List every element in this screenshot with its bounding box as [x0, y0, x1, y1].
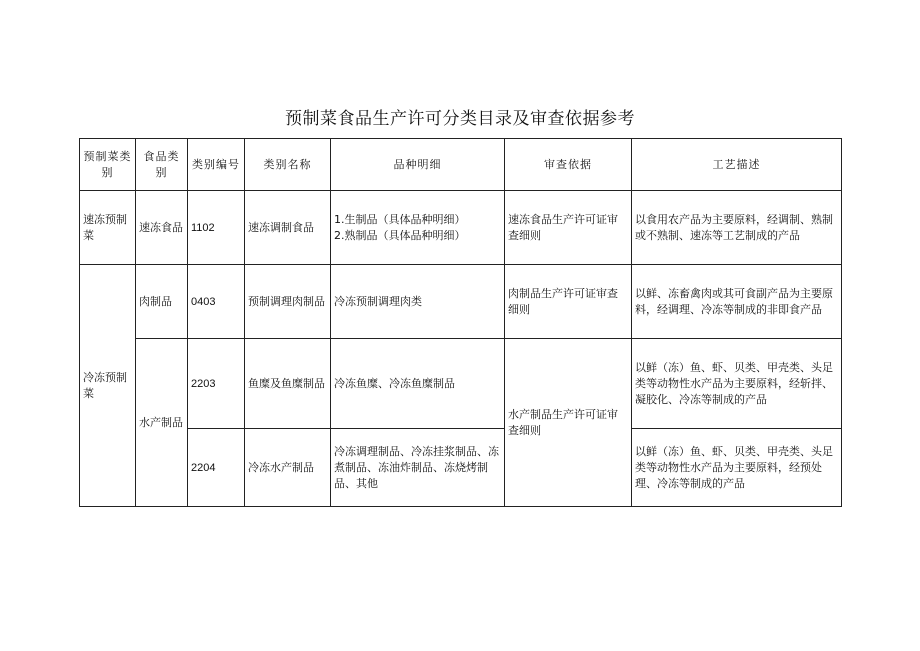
- variety-line: 冷冻调理制品、冷冻挂浆制品、冻煮制品、冻油炸制品、冻烧烤制品、其他: [334, 444, 499, 490]
- cell-prepared-category: 速冻预制菜: [80, 191, 136, 265]
- variety-line: 2.熟制品（具体品种明细）: [334, 228, 466, 242]
- table-header-row: [80, 139, 842, 191]
- table-row: [80, 191, 842, 265]
- variety-line: 冷冻鱼糜、冷冻鱼糜制品: [334, 376, 455, 390]
- variety-line: 1.生制品（具体品种明细）: [334, 212, 466, 226]
- cell-process-description: 以鲜（冻）鱼、虾、贝类、甲壳类、头足类等动物性水产品为主要原料，经预处理、冷冻等制成的产品: [632, 429, 842, 507]
- cell-category-name: 速冻调制食品: [245, 191, 331, 265]
- header-variety-details: 品种明细: [331, 139, 505, 191]
- cell-variety-details: [331, 339, 505, 429]
- variety-line: 冷冻预制调理肉类: [334, 294, 422, 308]
- cell-variety-details: [331, 265, 505, 339]
- cell-review-basis: 水产制品生产许可证审查细则: [505, 339, 632, 507]
- table-row: [80, 265, 842, 339]
- document-title: 预制菜食品生产许可分类目录及审查依据参考: [285, 109, 635, 129]
- cell-food-category: 水产制品: [136, 339, 188, 507]
- header-prepared-category: 预制菜类别: [80, 139, 136, 191]
- header-process-description: 工艺描述: [632, 139, 842, 191]
- cell-category-code: 0403: [188, 265, 245, 339]
- cell-food-category: 肉制品: [136, 265, 188, 339]
- cell-category-name: 冷冻水产制品: [245, 429, 331, 507]
- cell-review-basis: 肉制品生产许可证审查细则: [505, 265, 632, 339]
- cell-process-description: 以食用农产品为主要原料，经调制、熟制或不熟制、速冻等工艺制成的产品: [632, 191, 842, 265]
- cell-category-code: 2204: [188, 429, 245, 507]
- cell-variety-details: [331, 191, 505, 265]
- header-food-category: 食品类别: [136, 139, 188, 191]
- header-category-code: 类别编号: [188, 139, 245, 191]
- header-review-basis: 审查依据: [505, 139, 632, 191]
- cell-category-name: 鱼糜及鱼糜制品: [245, 339, 331, 429]
- cell-process-description: 以鲜、冻畜禽肉或其可食副产品为主要原料，经调理、冷冻等制成的非即食产品: [632, 265, 842, 339]
- cell-variety-details: [331, 429, 505, 507]
- cell-category-name: 预制调理肉制品: [245, 265, 331, 339]
- cell-process-description: 以鲜（冻）鱼、虾、贝类、甲壳类、头足类等动物性水产品为主要原料，经斩拌、凝胶化、冷冻等制成的产品: [632, 339, 842, 429]
- cell-prepared-category: 冷冻预制菜: [80, 265, 136, 507]
- cell-category-code: 1102: [188, 191, 245, 265]
- header-category-name: 类别名称: [245, 139, 331, 191]
- table-row: [80, 339, 842, 429]
- cell-category-code: 2203: [188, 339, 245, 429]
- cell-review-basis: 速冻食品生产许可证审查细则: [505, 191, 632, 265]
- catalog-table: [79, 138, 842, 507]
- cell-food-category: 速冻食品: [136, 191, 188, 265]
- table-row: [80, 429, 842, 507]
